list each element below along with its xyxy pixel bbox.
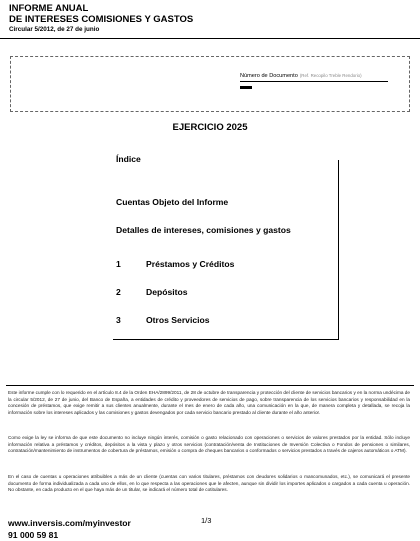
legal-paragraph-1: Este informe cumple con lo requerido en el artículo 8.4 de la Orden EHA/2899/2011, de 28 de octubre de transparencia y protección del cliente de servicios bancarios y en la norma undécima de la circular 5/2012, de 27 de junio, del Banco de España, a entidades de crédito y proveedores de servicios de pago, sobre transparencia de los servicios bancarios y responsabilidad en la concesión de préstamos, que exige remitir a sus clientes anualmente, durante el mes de enero de cada año, una comunicación en la que, de manera completa y detallada, se recoja la información sobre los intereses aplicados y las comisiones y gastos devengados por cada servicio bancario prestado al cliente durante el año anterior. [8,390,410,415]
phone-number[interactable]: 91 000 59 81 [8,530,59,540]
website-link[interactable]: www.inversis.com/myinvestor [8,518,131,528]
report-title-line2: DE INTERESES COMISIONES Y GASTOS [9,14,194,25]
index-number: 2 [116,287,121,297]
document-number-value-mark [240,86,252,89]
index-number: 1 [116,259,121,269]
document-number-underline [240,81,388,82]
index-number: 3 [116,315,121,325]
document-number-placeholder: (Ref. Recopilo Treble Rendorio) [299,73,362,78]
exercise-year: EJERCICIO 2025 [172,122,248,133]
index-entry-depositos[interactable] [116,287,336,299]
index-entry-label: Otros Servicios [146,315,210,325]
index-entry-detalles[interactable]: Detalles de intereses, comisiones y gastos [116,225,291,235]
page-counter: 1/3 [201,516,212,525]
index-entry-label: Préstamos y Créditos [146,259,235,269]
index-entry-otros-servicios[interactable] [116,315,336,327]
document-number-label [240,73,362,79]
index-entry-prestamos[interactable] [116,259,336,271]
legal-paragraph-2: Como exige la ley se informa de que este documento no incluye ningún interés, comisión o gasto relacionado con operaciones o servicios de valores prestados por la entidad. Sólo incluye información relativa a préstamos y créditos, depósitos a la vista y plazo y otros servicios (contratación/venta de Instituciones de Inversión Colectiva o Fondos de pensiones o similares, contratación/mantenimiento de instrumentos de cobertura de préstamos, emisión o compra de cheques bancarios o conformados o servicios prestados a través de cajeros automáticos o ATM). [8,435,410,454]
header-divider [0,38,420,39]
legal-divider [6,385,414,386]
circular-reference: Circular 5/2012, de 27 de junio [9,26,100,33]
index-entry-label: Depósitos [146,287,188,297]
report-title-line1: INFORME ANUAL [9,3,89,14]
legal-paragraph-3: En el caso de cuentas u operaciones atribuibles a más de un cliente (cuentas con varios titulares, préstamos con deudores solidarios o mancomunados, etc.), se comunicará el presente documento de forma individualizada a cada uno de ellos, en lo que respecta a las operaciones que le afecten, aunque sin dividir los importes aplicados o cargados a cada cuenta u operación. No obstante, en cada producto en el que haya más de un titular, se indicará el número total de cotitulares. [8,474,410,493]
document-number-label-text: Número de Documento [240,73,298,79]
document-number-box [10,56,410,112]
index-frame [113,160,339,340]
index-entry-cuentas[interactable]: Cuentas Objeto del Informe [116,197,229,207]
index-title: Índice [116,154,141,164]
